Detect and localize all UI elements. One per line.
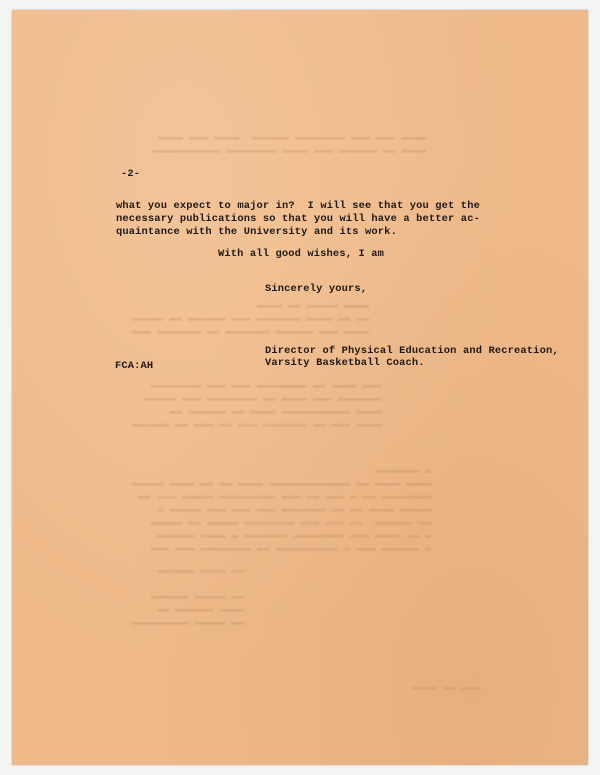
letter-page <box>12 10 588 765</box>
bleed-through-texture: ▬▬▬ ▬▬▬▬ ▬▬ ▬▬▬▬▬▬▬▬ ▬▬▬ ▬▬▬ ▬▬▬▬▬▬▬▬ ▬▬▬▬▬▬▬ ▬▬▬ ▬▬▬▬ ▬▬ ▬▬▬▬▬▬▬▬ ▬▬▬ ▬▬▬▬▬ ▬▬▬▬ ▬▬▬▬▬▬▬▬▬▬▬ ▬▬▬▬ ▬▬ ▬▬▬▬▬▬ ▬▬ ▬▬▬▬ ▬▬▬ ▬▬ ▬▬▬▬▬▬▬ ▬▬▬ ▬▬ ▬▬▬ ▬▬ ▬▬▬▬▬▬ <box>132 380 382 431</box>
bleed-through-texture: ▬ ▬▬▬▬▬▬▬ ▬▬▬▬ ▬▬▬▬ ▬▬ ▬▬▬▬▬▬▬▬▬▬▬▬▬ ▬▬▬▬ ▬▬ ▬▬ ▬▬▬▬ ▬▬▬▬▬ ▬▬▬▬▬▬▬▬ ▬▬ ▬ ▬▬▬ ▬▬ ▬▬▬ ▬▬▬▬▬▬▬▬▬ ▬▬▬▬▬ ▬▬▬ ▬▬ ▬▬▬▬▬ ▬▬▬▬ ▬▬ ▬▬ ▬▬▬▬▬▬▬ ▬▬▬ ▬▬▬ ▬▬▬ ▬▬▬▬▬ ▬ ▬▬ ▬▬▬▬▬▬ ▬▬ ▬▬▬ ▬▬▬ ▬▬▬▬▬▬▬▬ ▬▬▬▬▬ ▬▬ ▬▬▬▬▬ ▬ ▬▬ ▬▬▬▬ ▬▬▬ ▬▬▬▬▬▬▬▬ ▬▬▬▬▬▬▬ ▬ ▬▬▬▬ ▬▬▬▬▬▬ ▬ ▬▬▬▬▬▬ ▬▬▬ ▬ ▬▬▬▬▬▬▬▬▬▬ ▬▬ ▬▬▬▬▬▬▬▬ ▬▬▬ ▬▬▬ <box>132 465 432 555</box>
reference-initials: FCA:AH <box>115 360 154 372</box>
bleed-through-texture: ▬▬▬ ▬▬ ▬▬▬▬ <box>412 682 481 694</box>
body-line: necessary publications so that you will have a better ac- <box>116 213 480 225</box>
closing-wish: With all good wishes, I am <box>218 248 385 260</box>
bleed-through-texture: ▬▬▬▬ ▬▬▬ ▬▬▬ ▬▬▬▬▬▬▬▬ ▬▬▬▬▬▬ ▬▬▬▬ ▬▬▬ ▬▬▬▬ ▬▬▬▬ ▬▬ ▬▬▬▬▬▬ ▬▬▬ ▬▬▬▬ ▬▬▬▬▬▬▬▬ ▬▬▬▬▬▬▬▬▬▬▬ <box>152 132 427 157</box>
bleed-through-texture: ▬▬▬▬ ▬▬▬▬▬ ▬▬ ▬▬▬▬ ▬▬ ▬▬ ▬▬▬▬ ▬▬▬▬▬▬▬ ▬▬▬ ▬▬▬▬▬▬ ▬▬ ▬▬▬▬▬ ▬▬▬▬ ▬▬▬ ▬▬▬▬▬▬ ▬▬▬▬▬▬▬ ▬▬ ▬▬▬▬▬▬▬ ▬▬▬ <box>132 300 369 338</box>
page-number: -2- <box>121 168 141 180</box>
signature-title-line: Varsity Basketball Coach. <box>265 357 425 369</box>
body-line: quaintance with the University and its work. <box>116 226 397 238</box>
valediction: Sincerely yours, <box>265 283 368 295</box>
body-line: what you expect to major in? I will see that you get the <box>116 200 480 212</box>
bleed-through-texture: ▬▬ ▬▬▬▬ ▬▬▬▬▬▬ ▬▬ ▬▬▬▬▬ ▬▬▬▬▬▬ ▬▬▬▬ ▬▬▬▬▬▬ ▬▬ ▬▬ ▬▬▬▬▬ ▬▬▬▬▬▬▬▬▬ <box>132 565 245 629</box>
signature-title-line: Director of Physical Education and Recreation, <box>265 345 559 357</box>
